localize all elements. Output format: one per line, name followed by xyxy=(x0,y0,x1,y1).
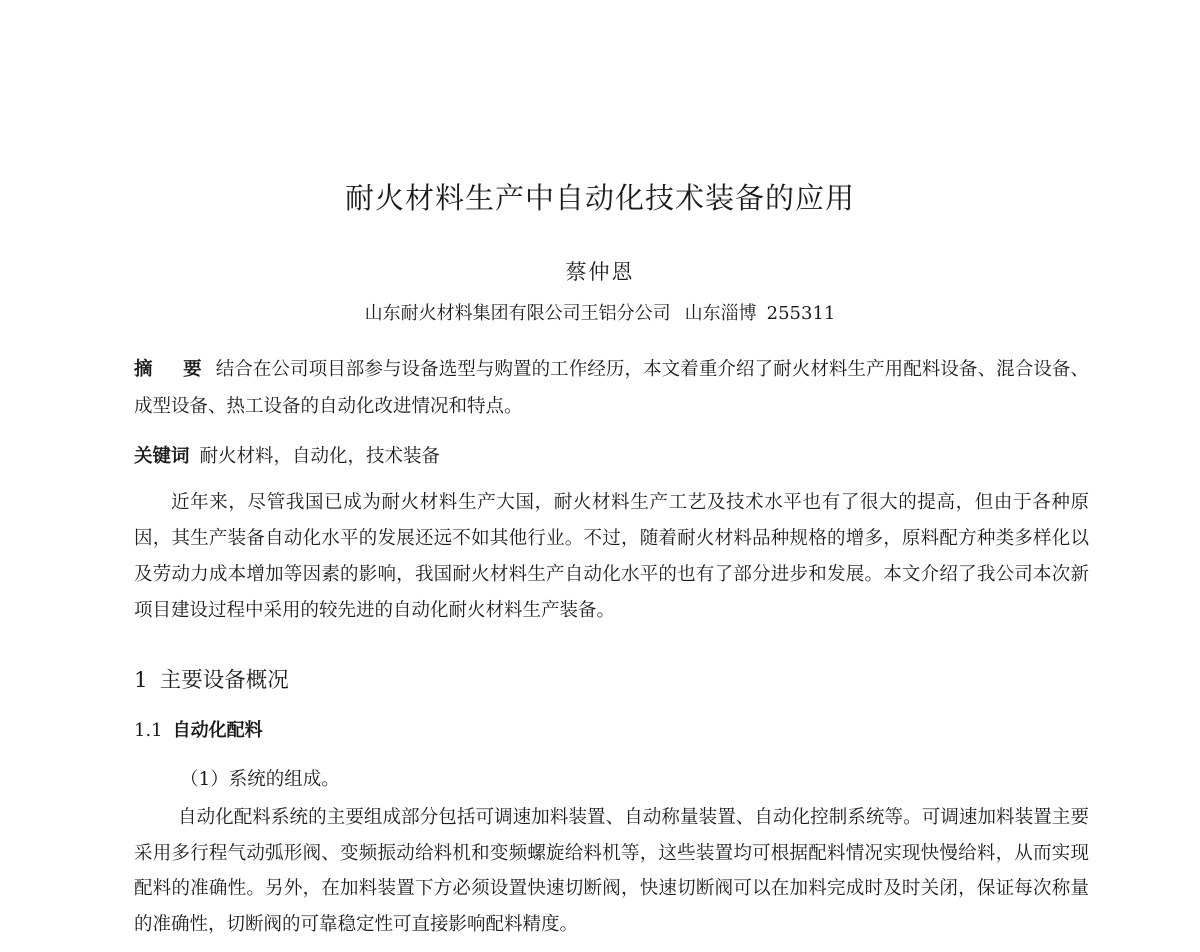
body-paragraph-2: 自动化配料系统的主要组成部分包括可调速加料装置、自动称量装置、自动化控制系统等。可调速加料装置主要采用多行程气动弧形阀、变频振动给料机和变频螺旋给料机等，这些装置均可根据配料情况实现快慢给料，从而实现配料的准确性。另外，在加料装置下方必须设置快速切断阀，快速切断阀可以在加料完成时及时关闭，保证每次称量的准确性，切断阀的可靠稳定性可直接影响配料精度。 xyxy=(134,807,1089,935)
section-title: 主要设备概况 xyxy=(159,668,289,693)
author-name: 蔡仲恩 xyxy=(565,260,635,284)
keywords-text: 耐火材料，自动化，技术装备 xyxy=(199,446,441,467)
affiliation-org: 山东耐火材料集团有限公司王铝分公司 xyxy=(364,303,671,324)
section-number: 1 xyxy=(134,668,148,693)
abstract-text: 结合在公司项目部参与设备选型与购置的工作经历，本文着重介绍了耐火材料生产用配料设备、混合设备、成型设备、热工设备的自动化改进情况和特点。 xyxy=(134,359,1089,417)
intro-paragraph: 近年来，尽管我国已成为耐火材料生产大国，耐火材料生产工艺及技术水平也有了很大的提高，但由于各种原因，其生产装备自动化水平的发展还远不如其他行业。不过，随着耐火材料品种规格的增多，原料配方种类多样化以及劳动力成本增加等因素的影响，我国耐火材料生产自动化水平的也有了部分进步和发展。本文介绍了我公司本次新项目建设过程中采用的较先进的自动化耐火材料生产装备。 xyxy=(134,492,1089,621)
section-heading-1 xyxy=(134,664,289,698)
list-item-1: （1）系统的组成。 xyxy=(180,769,340,790)
subsection-heading-1-1 xyxy=(134,716,263,746)
keywords-label: 关键词 xyxy=(134,446,190,467)
subsection-title: 自动化配料 xyxy=(172,720,263,741)
affiliation xyxy=(0,299,1200,329)
abstract-label: 摘 要 xyxy=(134,359,214,380)
affiliation-location: 山东淄博 xyxy=(684,303,757,324)
affiliation-zip: 255311 xyxy=(766,303,836,324)
subsection-number: 1.1 xyxy=(134,720,163,741)
keywords xyxy=(134,438,1089,475)
abstract xyxy=(134,351,1089,425)
paper-title: 耐火材料生产中自动化技术装备的应用 xyxy=(344,181,855,215)
